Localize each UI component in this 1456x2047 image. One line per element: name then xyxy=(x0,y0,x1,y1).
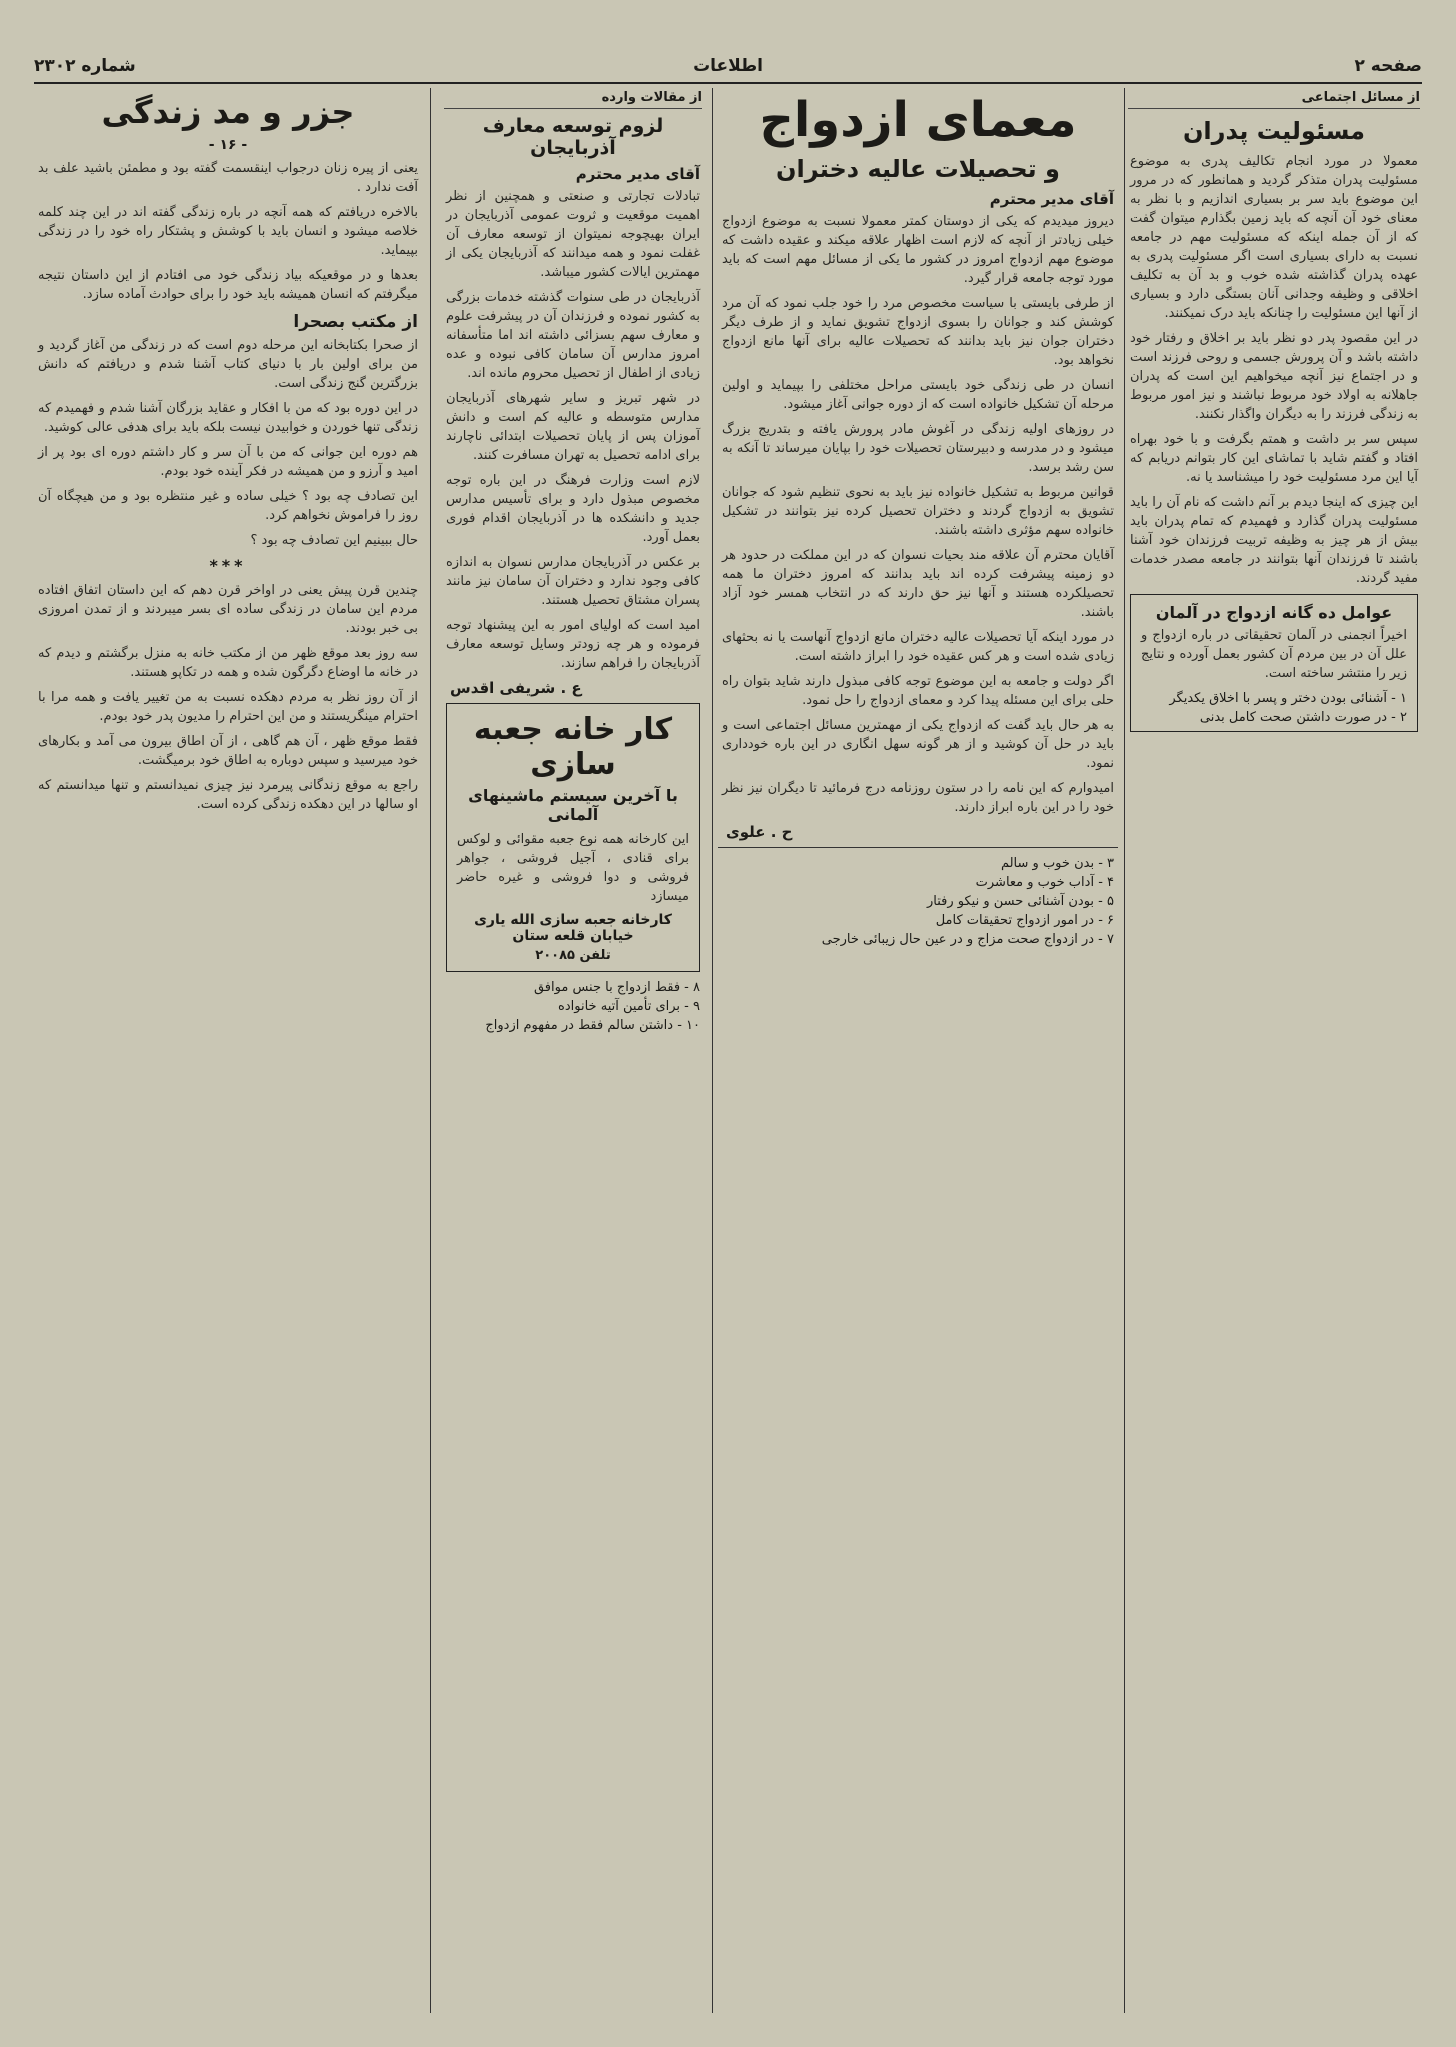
list-item: ۹ - برای تأمین آتیه خانواده xyxy=(558,999,700,1014)
paragraph: در روزهای اولیه زندگی در آغوش مادر پرورش یافته و بتدریج بزرگ میشود و در مدرسه و دبیرستان تحصیلات خود را بپایان میرساند تا آنکه به سن رشد برسد. xyxy=(722,421,1114,475)
column-rule xyxy=(430,88,431,2013)
article-subtitle: و تحصیلات عالیه دختران xyxy=(776,154,1060,183)
list-item: ۸ - فقط ازدواج با جنس موافق xyxy=(533,980,700,995)
paragraph: فقط موقع ظهر ، آن هم گاهی ، از آن اطاق بیرون می آمد و بکارهای خود میرسید و سپس دوباره به اطاق خود برمیگشت. xyxy=(38,733,418,768)
box-title: عوامل ده گانه ازدواج در آلمان xyxy=(1155,602,1393,622)
paragraph: به هر حال باید گفت که ازدواج یکی از مهمترین مسائل اجتماعی است و باید در حل آن کوشید و از هر گونه سهل انگاری در این باره خودداری نمود. xyxy=(722,717,1114,771)
column-rule xyxy=(1124,88,1125,2013)
paragraph: لازم است وزارت فرهنگ در این باره توجه مخصوص مبذول دارد و برای تأسیس مدارس جدید و دانشکده ها در آذربایجان اقدام فوری بعمل آورد. xyxy=(446,473,700,545)
paragraph: بر عکس در آذربایجان مدارس نسوان به اندازه کافی وجود ندارد و دختران آن سامان نیز مانند پسران مشتاق تحصیل هستند. xyxy=(446,555,700,608)
list-item: ۷ - در ازدواج صحت مزاج و در عین حال زیبائی خارجی xyxy=(821,931,1114,947)
paragraph: انسان در طی زندگی خود بایستی مراحل مختلفی را بپیماید و اولین مرحله آن تشکیل خانواده است که از دوره جوانی آغاز میشود. xyxy=(722,377,1114,412)
list-item: ۱ - آشنائی بودن دختر و پسر با اخلاق یکدیگر xyxy=(1169,690,1407,706)
paragraph: آقایان محترم آن علاقه مند بحیات نسوان که در این مملکت در حدود هر دو زمینه پیشرفت کرده اند باید بدانند که امروز دختران ما همه تحصیلکرده هستند و آنها نیز حق دارند که در انتخاب همسر خود آزاد باشند. xyxy=(722,547,1114,620)
paragraph: اگر دولت و جامعه به این موضوع توجه کافی مبذول دارند شاید بتوان راه حلی برای این مسئله پیدا کرد و معمای ازدواج را حل نمود. xyxy=(722,673,1114,708)
paragraph: تبادلات تجارتی و صنعتی و همچنین از نظر اهمیت موقعیت و ثروت عمومی آذربایجان در ایران بهیچوجه نمیتوان از توسعه معارف آن غفلت نمود و همه میدانند که آذربایجان یکی از مهمترین ایالات کشور میباشد. xyxy=(446,189,700,280)
masthead xyxy=(34,52,1422,84)
paragraph: این تصادف چه بود ؟ خیلی ساده و غیر منتظره بود و من هیچگاه آن روز را فراموش نخواهم کرد. xyxy=(38,488,418,523)
paragraph: معمولا در مورد انجام تکالیف پدری به موضوع مسئولیت پدران متذکر گردید و همانطور که در مرور این موضوع باید سر بر بسیاری اندازیم و با نظر به معنای خود آن آنچه که باید زمین بگذارم میتوان گفت که از آن جمله اینکه که مسئولیت مهم در جامعه نسبت به دارای بسیاری است اگر مسئولیت پدری به عهده پدران گذاشته شده خوب و بد آن به تکلیف اخلاقی و وظیفه وجدانی آنان بستگی دارد و بسیاری از آنها این مسئولیت را چنانکه باید درک نمیکنند. xyxy=(1130,153,1418,321)
section-break: *** xyxy=(209,555,247,575)
paragraph: آذربایجان در طی سنوات گذشته خدمات بزرگی به کشور نموده و فرزندان آن در پیشرفت علوم و معارف سهم بسزائی داشته اند اما متأسفانه امروز مدارس آن سامان کافی نبوده و عده زیادی از اطفال از تحصیل محروم مانده اند. xyxy=(446,290,700,381)
paragraph: از آن روز نظر به مردم دهکده نسبت به من تغییر یافت و همه مرا با احترام مینگریستند و من این احترام را مدیون پدر خود بودم. xyxy=(38,689,418,724)
advertisement-box xyxy=(446,703,700,972)
ad-phone: تلفن ۲۰۰۸۵ xyxy=(535,948,611,963)
paragraph: یعنی از پیره زنان درجواب اینقسمت گفته بود و مطمئن باشید علف بد آفت ندارد . xyxy=(38,160,418,195)
ad-title: کار خانه جعبه سازی xyxy=(473,712,673,782)
installment-number: - ۱۶ - xyxy=(208,136,248,153)
paragraph: امیدوارم که این نامه را در ستون روزنامه درج فرمائید تا دیگران نیز نظر خود را در این باره ابراز دارند. xyxy=(722,780,1114,815)
signature: ح . علوی xyxy=(726,822,793,841)
germany-marriage-box xyxy=(1130,594,1418,732)
column-marriage-riddle xyxy=(718,88,1118,2013)
signature: ع . شریفی اقدس xyxy=(450,679,582,697)
paragraph: این چیزی که اینجا دیدم بر آنم داشت که نام آن را باید مسئولیت پدران گذارد و فهمیدم که تمام پدران باید بیش از هر چیز به وظیفه تربیت فرزندان خود آشنا باشند تا فرزندان آنها بتوانند در جامعه مصدر خدمات مفید گردند. xyxy=(1130,494,1418,586)
paragraph: چندین قرن پیش یعنی در اواخر قرن دهم که این داستان اتفاق افتاده مردم این سامان در زندگی ساده ای بسر میبردند و از تمدن امروزی بی خبر بودند. xyxy=(38,582,418,636)
separator xyxy=(718,847,1118,848)
column-azerbaijan-education xyxy=(442,88,704,2013)
ad-subtitle: با آخرین سیستم ماشینهای آلمانی xyxy=(468,786,678,824)
list-item: ۶ - در امور ازدواج تحقیقات کامل xyxy=(935,912,1114,928)
list-item: ۲ - در صورت داشتن صحت کامل بدنی xyxy=(1199,709,1407,725)
list-item: ۳ - بدن خوب و سالم xyxy=(1000,855,1114,871)
paragraph: هم دوره این جوانی که من با آن سر و کار داشتم دوره ای بود پر از امید و آرزو و من همیشه در فکر آینده خود بودم. xyxy=(38,444,418,479)
page-number: صفحه ۲ xyxy=(1354,56,1422,76)
subheading: از مکتب بصحرا xyxy=(293,311,418,332)
issue-number: شماره ۲۳۰۲ xyxy=(34,56,136,76)
section-kicker: از مقالات وارده xyxy=(444,90,702,109)
article-title: جزر و مد زندگی xyxy=(101,93,355,131)
paragraph: بالاخره دریافتم که همه آنچه در باره زندگی گفته اند در این چند کلمه خلاصه میشود و انسان باید با کوشش و پشتکار راه خود را در زندگی بپیماید. xyxy=(38,204,418,258)
paragraph: در این مقصود پدر دو نظر باید بر اخلاق و رفتار خود داشته باشد و آن پرورش جسمی و روحی فرزند است و در اجتماع نیز آنچه میخواهیم این است که پدران جاهلانه به اولاد خود مربوط نباشند و نیز امور مربوط به زندگی فرزند را به دیگران واگذار نکنند. xyxy=(1130,330,1418,422)
paragraph: امید است که اولیای امور به این پیشنهاد توجه فرموده و هر چه زودتر وسایل توسعه معارف آذربایجان را فراهم سازند. xyxy=(446,618,700,671)
section-kicker: از مسائل اجتماعی xyxy=(1128,90,1420,109)
article-title: مسئولیت پدران xyxy=(1182,117,1366,145)
paragraph: بعدها و در موقعیکه بیاد زندگی خود می افتادم از این داستان نتیجه میگرفتم که انسان همیشه باید خود را برای حوادث آماده سازد. xyxy=(38,267,418,302)
article-title: معمای ازدواج xyxy=(759,92,1077,148)
salutation: آقای مدیر محترم xyxy=(575,165,700,183)
column-fathers-responsibility xyxy=(1126,88,1422,2013)
paragraph: اخیراً انجمنی در آلمان تحقیقاتی در باره ازدواج و علل آن در بین مردم آن کشور بعمل آورده و نتایج زیر را منتشر ساخته است. xyxy=(1141,627,1407,681)
paragraph: از طرفی بایستی با سیاست مخصوص مرد را خود جلب نمود که آن مرد کوشش کند و جوانان را بسوی ازدواج تشویق نماید و از طرف دیگر دختران جوان نیز باید بدانند که تحصیلات عالیه برای آنها مانع ازدواج نخواهد بود. xyxy=(722,295,1114,368)
paragraph: حال ببینیم این تصادف چه بود ؟ xyxy=(250,532,418,548)
ad-body: این کارخانه همه نوع جعبه مقوائی و لوکس برای قنادی ، آجیل فروشی ، جواهر فروشی و دوا فروشی و غیره حاضر میسازد xyxy=(457,832,689,904)
paragraph: از صحرا بکتابخانه این مرحله دوم است که در زندگی من آغاز گردید و من برای اولین بار با دنیای کتاب آشنا شدم و دریافتم که دانش بزرگترین گنج زندگی است. xyxy=(38,337,418,391)
list-item: ۱۰ - داشتن سالم فقط در مفهوم ازدواج xyxy=(485,1018,700,1033)
list-item: ۵ - بودن آشنائی حسن و نیکو رفتار xyxy=(926,893,1114,909)
paragraph: قوانین مربوط به تشکیل خانواده نیز باید به نحوی تنظیم شود که جوانان تشویق به ازدواج گردند و دختران تحصیل کرده نیز بتوانند در تشکیل خانواده سهم مؤثری داشته باشند. xyxy=(722,484,1114,538)
paragraph: دیروز میدیدم که یکی از دوستان کمتر معمولا نسبت به موضوع ازدواج خیلی زیادتر از آنچه که لازم است اظهار علاقه میکند و عقیده داشت که موضوع مهم ازدواج امروز در کشور ما یکی از مسائل مهم است که باید مورد توجه جامعه قرار گیرد. xyxy=(722,213,1114,286)
salutation: آقای مدیر محترم xyxy=(989,189,1114,208)
article-title: لزوم توسعه معارف آذربایجان xyxy=(482,115,664,159)
paragraph: در مورد اینکه آیا تحصیلات عالیه دختران مانع ازدواج آنهاست یا نه بحثهای زیادی شده است و هر کس عقیده خود را ابراز داشته است. xyxy=(722,629,1114,664)
column-ebb-and-flow-of-life xyxy=(34,88,422,2013)
paragraph: در این دوره بود که من با افکار و عقاید بزرگان آشنا شدم و فهمیدم که زندگی تنها خوردن و خوابیدن نیست بلکه باید برای هدفی عالی کوشید. xyxy=(38,400,418,435)
ad-address: کارخانه جعبه سازی الله یاری خیابان قلعه ستان xyxy=(474,912,672,944)
column-rule xyxy=(712,88,713,2013)
paper-name: اطلاعات xyxy=(693,56,763,76)
paragraph: در شهر تبریز و سایر شهرهای آذربایجان مدارس متوسطه و عالیه کم است و دانش آموزان پس از پایان تحصیلات ابتدائی ناچارند برای ادامه تحصیل به تهران مسافرت کنند. xyxy=(446,391,700,463)
paragraph: سپس سر بر داشت و همتم بگرفت و با خود بهراه افتاد و گفتم شاید با تماشای این کار بتوانم دریابم که آیا این مرد مسئولیت خود را میشناسد یا نه. xyxy=(1130,431,1418,485)
paragraph: سه روز بعد موقع ظهر من از مکتب خانه به منزل برگشتم و دیدم که در خانه ما اوضاع دگرگون شده و همه در تکاپو هستند. xyxy=(38,645,418,680)
paragraph: راجع به موقع زندگانی پیرمرد نیز چیزی نمیدانستم و تنها میدانستم که او سالها در این دهکده زندگی کرده است. xyxy=(38,777,418,812)
list-item: ۴ - آداب خوب و معاشرت xyxy=(975,874,1114,890)
